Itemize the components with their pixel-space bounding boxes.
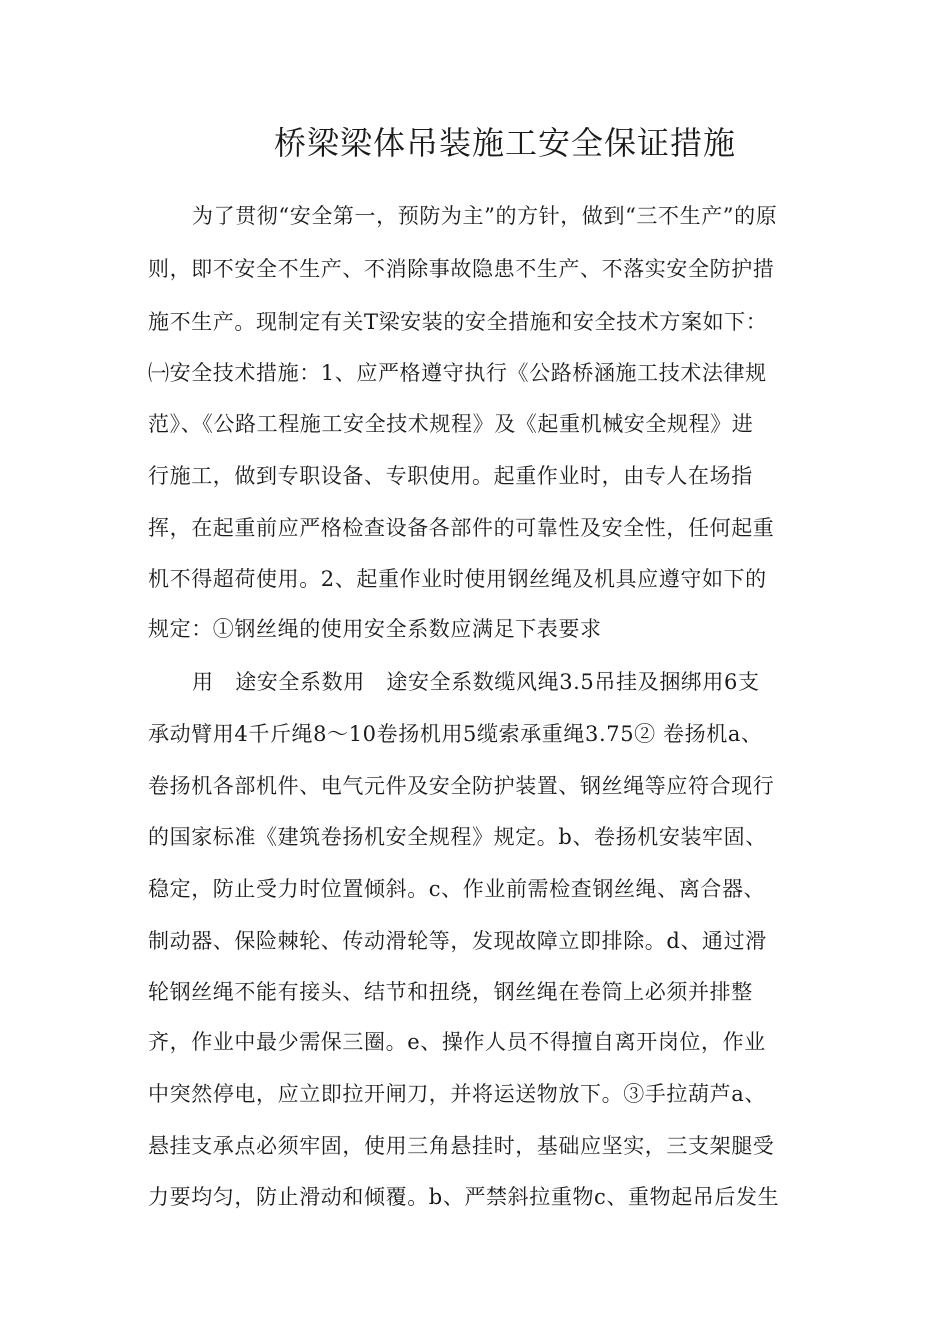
text-line: 施不生产。现制定有关T梁安装的安全措施和安全技术方案如下： bbox=[148, 310, 768, 334]
text-line: 挥，在起重前应严格检查设备各部件的可靠性及安全性，任何起重 bbox=[148, 516, 775, 540]
text-line: 则，即不安全不生产、不消除事故隐患不生产、不落实安全防护措 bbox=[148, 257, 775, 281]
text-line: 力要均匀，防止滑动和倾覆。b、严禁斜拉重物c、重物起吊后发生 bbox=[148, 1185, 780, 1209]
text-line: 稳定，防止受力时位置倾斜。c、作业前需检查钢丝绳、离合器、 bbox=[148, 877, 766, 901]
text-line: 的国家标准《建筑卷扬机安全规程》规定。b、卷扬机安装牢固、 bbox=[148, 825, 767, 849]
text-line: 卷扬机各部机件、电气元件及安全防护装置、钢丝绳等应符合现行 bbox=[148, 774, 775, 798]
text-line: 齐，作业中最少需保三圈。e、操作人员不得擅自离开岗位，作业 bbox=[148, 1030, 766, 1054]
text-line: 行施工，做到专职设备、专职使用。起重作业时，由专人在场指 bbox=[148, 464, 753, 488]
text-line: 中突然停电，应立即拉开闸刀，并将运送物放下。③手拉葫芦a、 bbox=[148, 1082, 766, 1106]
document-title: 桥梁梁体吊装施工安全保证措施 bbox=[273, 124, 736, 162]
text-line: 用 途安全系数用 途安全系数缆风绳3.5吊挂及捆绑用6支 bbox=[192, 670, 760, 694]
text-line: 制动器、保险棘轮、传动滑轮等，发现故障立即排除。d、通过滑 bbox=[148, 929, 767, 953]
text-line: 机不得超荷使用。2、起重作业时使用钢丝绳及机具应遵守如下的 bbox=[148, 567, 767, 591]
text-line: 规定：①钢丝绳的使用安全系数应满足下表要求 bbox=[148, 617, 602, 641]
text-line: ㈠安全技术措施：1、应严格遵守执行《公路桥涵施工技术法律规 bbox=[148, 361, 767, 385]
text-line: 为了贯彻“安全第一，预防为主”的方针，做到“三不生产”的原 bbox=[192, 204, 778, 228]
text-line: 悬挂支承点必须牢固，使用三角悬挂时，基础应坚实，三支架腿受 bbox=[148, 1134, 775, 1158]
text-line: 范》、《公路工程施工安全技术规程》及《起重机械安全规程》进 bbox=[148, 412, 754, 436]
text-line: 轮钢丝绳不能有接头、结节和扭绕，钢丝绳在卷筒上必须并排整 bbox=[148, 980, 753, 1004]
text-line: 承动臂用4千斤绳8～10卷扬机用5缆索承重绳3.75② 卷扬机a、 bbox=[148, 722, 763, 746]
